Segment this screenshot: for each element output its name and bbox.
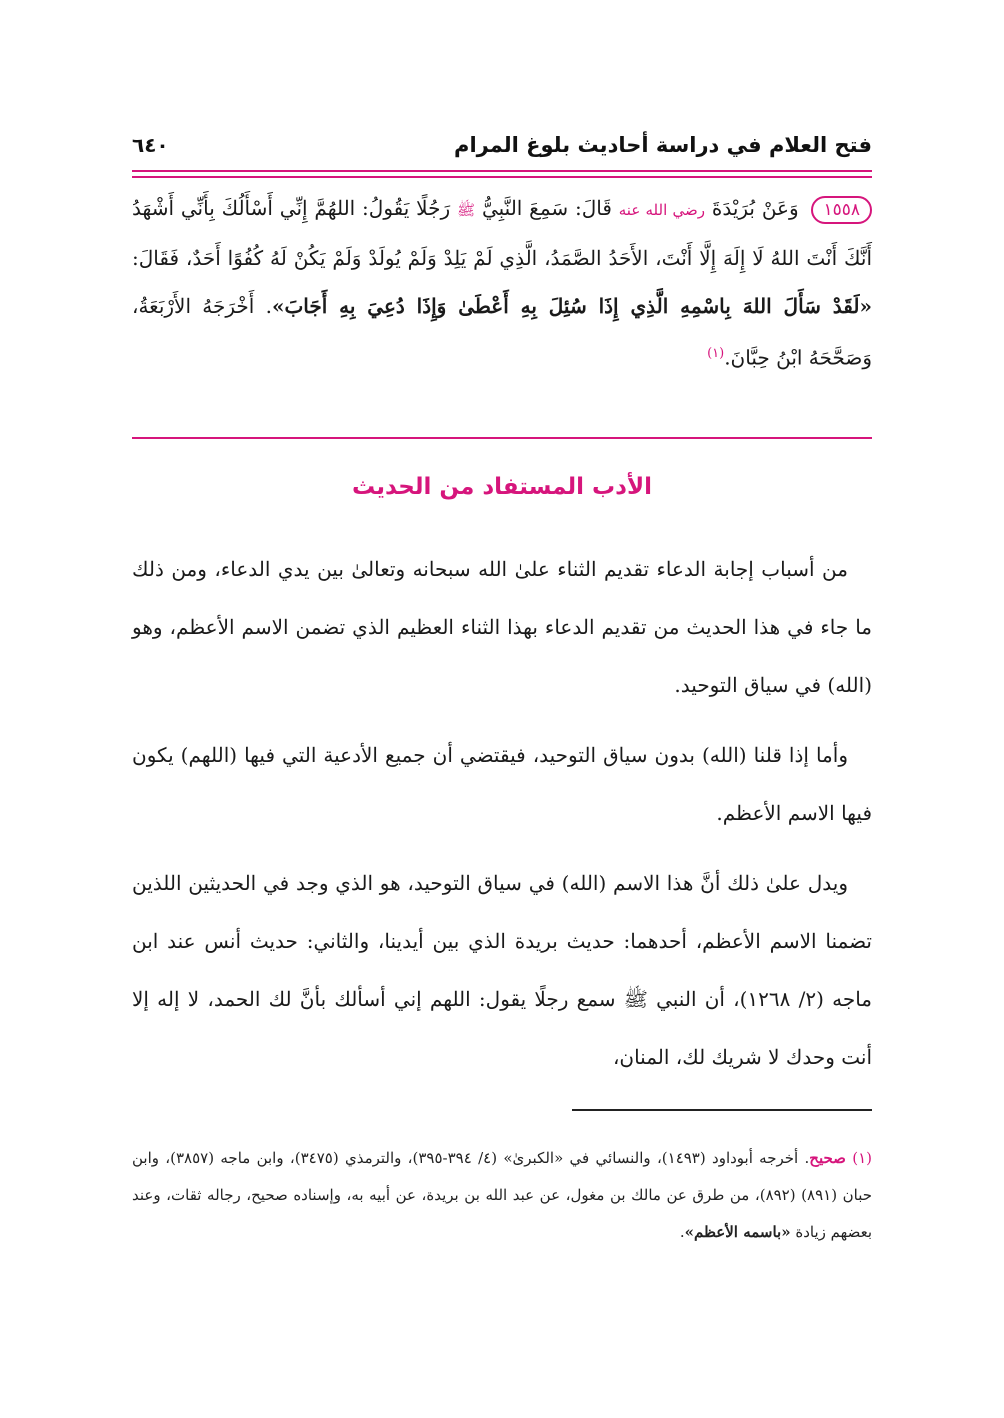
footnote-reference[interactable]: (١) xyxy=(707,346,725,361)
honorific-prophet: ﷺ xyxy=(456,201,476,219)
section-divider xyxy=(132,437,872,439)
footnote-addition: «باسمه الأعظم» xyxy=(684,1223,791,1241)
section-heading: الأدب المستفاد من الحديث xyxy=(352,474,652,500)
footnote-number: (١) xyxy=(852,1149,872,1167)
body-text xyxy=(132,540,872,1098)
hadith-said: قَالَ: سَمِعَ النَّبِيُّ xyxy=(481,196,612,220)
book-title: فتح العلام في دراسة أحاديث بلوغ المرام xyxy=(454,133,872,157)
header-double-rule xyxy=(132,170,872,178)
page-number: ٦٤٠ xyxy=(132,133,169,157)
footnote xyxy=(132,1140,872,1251)
paragraph: من أسباب إجابة الدعاء تقديم الثناء علىٰ الله سبحانه وتعالىٰ بين يدي الدعاء، ومن ذلك ما جاء في هذا الحديث من تقديم الدعاء بهذا الثناء العظيم الذي تضمن الاسم الأعظم، وهو (الله) في سياق التوحيد. xyxy=(132,557,872,697)
running-header xyxy=(132,128,872,162)
paragraph: ويدل علىٰ ذلك أنَّ هذا الاسم (الله) في سياق التوحيد، هو الذي وجد في الحديثين اللذين تضمنا الاسم الأعظم، أحدهما: حديث بريدة الذي بين أيدينا، والثاني: حديث أنس عند ابن ماجه (٢/ ١٢٦٨)، أن النبي ﷺ سمع رجلًا يقول: اللهم إني أسألك بأنَّ لك الحمد، لا إله إلا أنت وحدك لا شريك لك، المنان، xyxy=(132,871,872,1069)
footnote-separator xyxy=(572,1109,872,1111)
honorific-companion: رضي الله عنه xyxy=(618,201,705,219)
hadith-number-badge: ١٥٥٨ xyxy=(811,196,872,224)
footnote-text: . أخرجه أبوداود (١٤٩٣)، والنسائي في «الكبرىٰ» (٤/ ٣٩٤-٣٩٥)، والترمذي (٣٤٧٥)، وابن ماجه (٣٨٥٧)، وابن حبان (٨٩١) (٨٩٢)، من طرق عن مالك بن مغول، عن عبد الله بن بريدة، عن أبيه به، وإسناده صحيح، رجاله ثقات، وعند بعضهم زيادة xyxy=(132,1149,872,1241)
footnote-end: . xyxy=(679,1223,685,1241)
footnote-verdict: صحيح xyxy=(809,1149,846,1167)
hadith-block xyxy=(132,184,872,382)
book-page xyxy=(132,0,872,1418)
hadith-quote: «لَقَدْ سَأَلَ اللهَ بِاسْمِهِ الَّذِي إِذَا سُئِلَ بِهِ أَعْطَىٰ وَإِذَا دُعِيَ بِهِ أَجَابَ» xyxy=(271,294,872,318)
hadith-text: رَجُلًا يَقُولُ: اللهُمَّ إِنِّي أَسْأَلُكَ بِأَنِّي أَشْهَدُ أَنَّكَ أَنْتَ اللهُ لَا إِلَهَ إِلَّا أَنْتَ، الأَحَدُ الصَّمَدُ، الَّذِي لَمْ يَلِدْ وَلَمْ يُولَدْ وَلَمْ يَكُنْ لَهُ كُفُوًا أَحَدٌ، فَقَالَ: xyxy=(132,196,872,270)
hadith-source: . أَخْرَجَهُ الأَرْبَعَةُ، وَصَحَّحَهُ ابْنُ حِبَّانَ. xyxy=(132,294,872,370)
paragraph: وأما إذا قلنا (الله) بدون سياق التوحيد، فيقتضي أن جميع الأدعية التي فيها (اللهم) يكون فيها الاسم الأعظم. xyxy=(132,743,872,825)
hadith-intro: وَعَنْ بُرَيْدَةَ xyxy=(711,196,799,220)
